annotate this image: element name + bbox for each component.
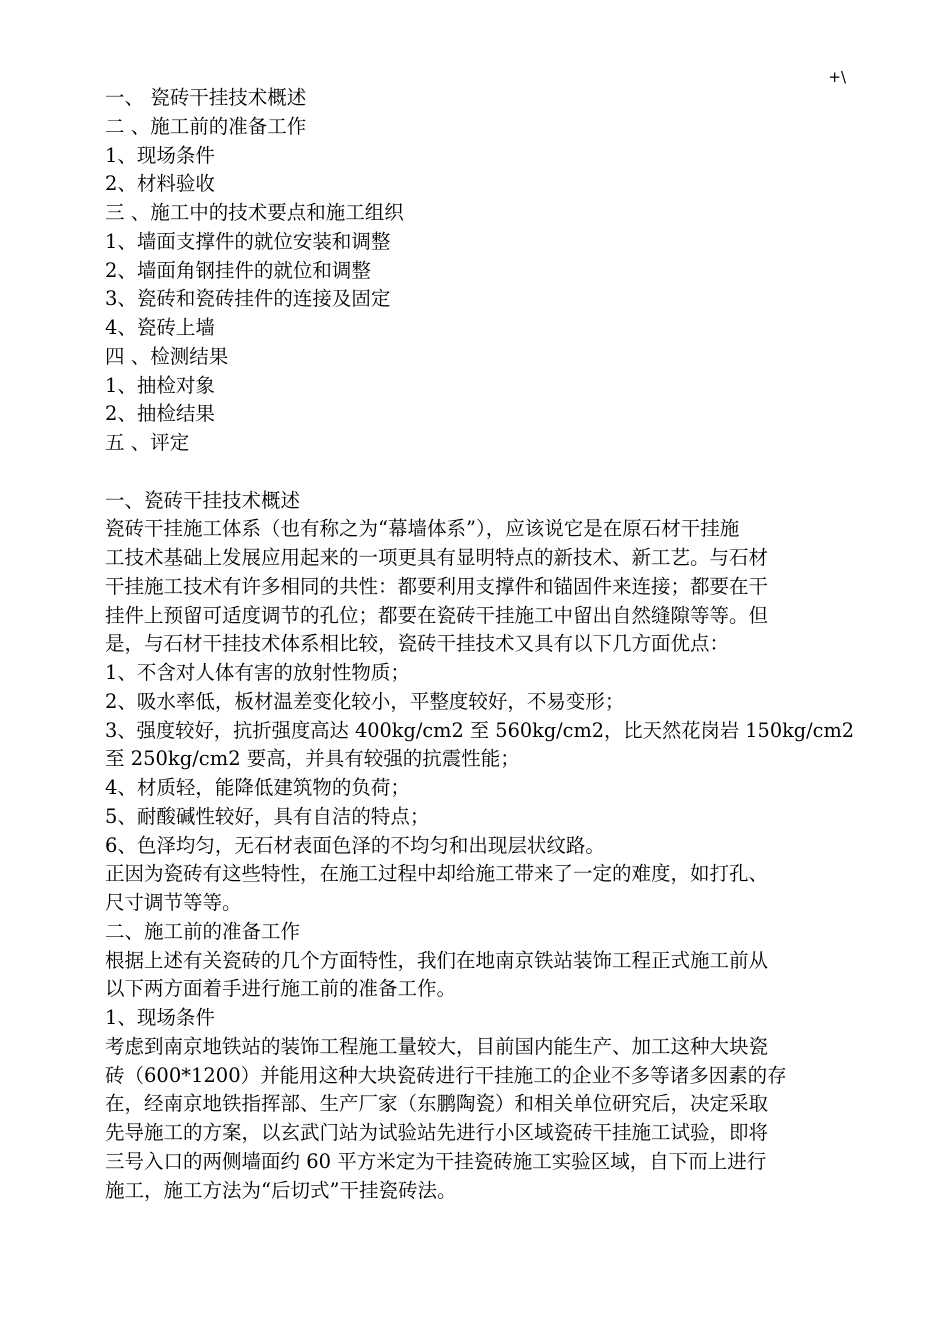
body-text-line: 挂件上预留可适度调节的孔位；都要在瓷砖干挂施工中留出自然缝隙等等。但: [105, 603, 769, 627]
body-text-line: 瓷砖干挂施工体系（也有称之为“幕墙体系”），应该说它是在原石材干挂施: [105, 517, 740, 541]
body-text-line: 干挂施工技术有许多相同的共性：都要利用支撑件和锚固件来连接；都要在干: [105, 574, 769, 598]
toc-item: 二 、施工前的准备工作: [105, 114, 307, 138]
body-text-line: 根据上述有关瓷砖的几个方面特性，我们在地南京铁站装饰工程正式施工前从: [105, 948, 769, 972]
list-item: 6、色泽均匀，无石材表面色泽的不均匀和出现层状纹路。: [105, 833, 605, 857]
toc-item: 2、墙面角钢挂件的就位和调整: [105, 258, 371, 282]
list-item: 5、耐酸碱性较好，具有自洁的特点；: [105, 804, 430, 828]
toc-item: 五 、评定: [105, 431, 190, 454]
body-text-line: 尺寸调节等等。: [105, 891, 242, 914]
body-text-line: 砖（600*1200）并能用这种大块瓷砖进行干挂施工的企业不多等诸多因素的存: [105, 1063, 787, 1087]
section-heading: 二、施工前的准备工作: [105, 919, 301, 943]
body-text-line: 施工，施工方法为“后切式”干挂瓷砖法。: [105, 1178, 457, 1202]
toc-item: 4、瓷砖上墙: [105, 316, 215, 339]
toc-item: 三 、施工中的技术要点和施工组织: [105, 201, 404, 224]
toc-item: 3、瓷砖和瓷砖挂件的连接及固定: [105, 287, 391, 311]
toc-item: 2、材料验收: [105, 172, 215, 196]
header-mark: +\: [828, 68, 846, 86]
body-text-line: 是，与石材干挂技术体系相比较，瓷砖干挂技术又具有以下几方面优点：: [105, 632, 730, 656]
body-text-line: 工技术基础上发展应用起来的一项更具有显明特点的新技术、新工艺。与石材: [105, 546, 769, 569]
section-heading: 一、瓷砖干挂技术概述: [105, 488, 301, 512]
list-item: 1、不含对人体有害的放射性物质；: [105, 661, 410, 684]
toc-item: 1、抽检对象: [105, 373, 215, 397]
body-text-line: 正因为瓷砖有这些特性，在施工过程中却给施工带来了一定的难度，如打孔、: [105, 862, 769, 886]
subsection-heading: 1、现场条件: [105, 1006, 215, 1029]
document-body: [105, 487, 855, 1206]
section-spacer: [105, 458, 855, 487]
list-item: 2、吸水率低，板材温差变化较小，平整度较好，不易变形；: [105, 689, 625, 713]
toc-item: 1、现场条件: [105, 143, 215, 167]
toc-item: 四 、检测结果: [105, 344, 229, 368]
toc-item: 2、抽检结果: [105, 402, 215, 426]
body-text-line: 考虑到南京地铁站的装饰工程施工量较大，目前国内能生产、加工这种大块瓷: [105, 1034, 769, 1058]
toc-item: 1、墙面支撑件的就位安装和调整: [105, 229, 391, 253]
list-item: 4、材质轻，能降低建筑物的负荷；: [105, 776, 410, 799]
body-text-line: 三号入口的两侧墙面约 60 平方米定为干挂瓷砖施工实验区域，自下而上进行: [105, 1149, 767, 1173]
list-item: 至 250kg/cm2 要高，并具有较强的抗震性能；: [105, 747, 520, 771]
document-content: [105, 84, 855, 1205]
table-of-contents: [105, 84, 855, 458]
list-item: 3、强度较好，抗折强度高达 400kg/cm2 至 560kg/cm2，比天然花岗岩 150kg/cm2: [105, 718, 855, 742]
body-text-line: 在，经南京地铁指挥部、生产厂家（东鹏陶瓷）和相关单位研究后，决定采取: [105, 1092, 769, 1116]
body-text-line: 以下两方面着手进行施工前的准备工作。: [105, 977, 457, 1001]
toc-item: 一、 瓷砖干挂技术概述: [105, 86, 307, 109]
body-text-line: 先导施工的方案，以玄武门站为试验站先进行小区域瓷砖干挂施工试验，即将: [105, 1121, 769, 1144]
